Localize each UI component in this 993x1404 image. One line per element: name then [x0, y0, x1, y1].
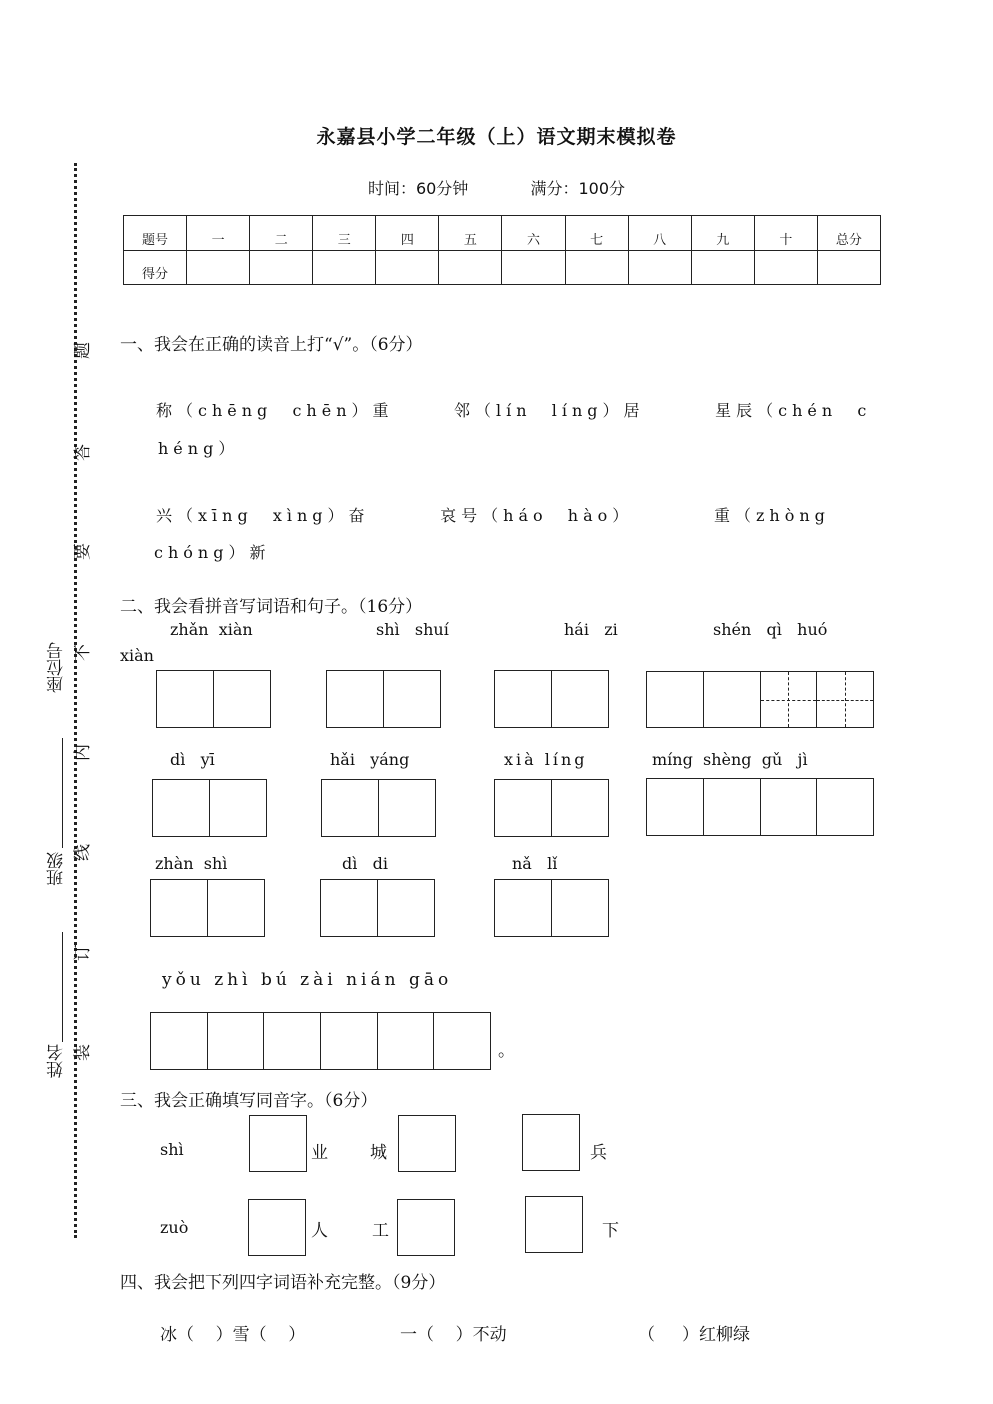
q1-line1: 称（chēng chēn）重 邻（lín líng）居 星辰（chén c	[156, 401, 872, 420]
q3-pinyin: zuò	[160, 1218, 189, 1237]
score-cell: 题号	[124, 216, 187, 251]
q2-pinyin: shén qì huó	[713, 620, 828, 639]
score-input[interactable]	[754, 250, 817, 285]
answer-grid[interactable]	[494, 879, 609, 937]
score-cell: 五	[439, 216, 502, 251]
score-table	[123, 215, 881, 285]
q2-pinyin: xià líng	[504, 750, 588, 769]
q2-pinyin: hǎi yáng	[330, 750, 410, 769]
sentence-period: 。	[498, 1041, 515, 1061]
q1-line2-wrap: chóng）新	[154, 543, 271, 562]
score-cell: 三	[313, 216, 376, 251]
q1-line2: 兴（xīng xìng）奋 哀号（háo hào） 重（zhòng	[156, 506, 830, 525]
score-input[interactable]	[691, 250, 754, 285]
answer-grid[interactable]	[150, 879, 265, 937]
q3-pinyin: shì	[160, 1140, 184, 1159]
margin-char: 要	[73, 543, 93, 560]
answer-grid[interactable]	[494, 670, 609, 728]
q3-heading: 三、我会正确填写同音字。（6分）	[120, 1091, 378, 1111]
score-input[interactable]	[376, 250, 439, 285]
q4-item: 冰（ ）雪（ ）	[160, 1325, 306, 1345]
score-cell: 一	[187, 216, 250, 251]
q1-heading: 一、我会在正确的读音上打“√”。（6分）	[120, 335, 423, 355]
q3-char: 业	[311, 1143, 328, 1163]
score-input[interactable]	[250, 250, 313, 285]
score-cell: 八	[628, 216, 691, 251]
margin-char: 题	[73, 342, 93, 359]
q2-sentence-pinyin: yǒu zhì bú zài nián gāo	[162, 970, 453, 990]
score-cell: 四	[376, 216, 439, 251]
answer-grid[interactable]	[326, 670, 441, 728]
q2-pinyin: hái zi	[564, 620, 618, 639]
class-label: 班级	[47, 852, 67, 886]
answer-grid[interactable]	[321, 779, 436, 837]
margin-char: 订	[73, 944, 93, 961]
q2-pinyin: zhàn shì	[155, 854, 228, 873]
answer-grid[interactable]	[320, 879, 435, 937]
exam-info	[0, 176, 993, 199]
answer-grid[interactable]	[494, 779, 609, 837]
margin-char: 装	[73, 1044, 93, 1061]
q2-pinyin: dì yī	[170, 750, 215, 769]
homophone-box[interactable]	[525, 1196, 583, 1253]
q2-pinyin: míng shèng gǔ jì	[652, 750, 808, 769]
score-table-header-row	[124, 216, 881, 251]
q4-item: （ ）红柳绿	[638, 1325, 751, 1345]
sentence-answer-grid[interactable]	[150, 1012, 491, 1070]
score-input[interactable]	[439, 250, 502, 285]
q3-char: 工	[372, 1221, 389, 1241]
answer-grid[interactable]	[156, 670, 271, 728]
homophone-box[interactable]	[248, 1199, 306, 1256]
answer-grid[interactable]	[152, 779, 267, 837]
answer-grid[interactable]	[646, 778, 874, 836]
page-title: 永嘉县小学二年级（上）语文期末模拟卷	[316, 126, 677, 148]
margin-char: 内	[73, 744, 93, 761]
homophone-box[interactable]	[397, 1199, 455, 1256]
exam-time: 时间：60分钟	[367, 179, 469, 198]
q3-char: 城	[370, 1143, 387, 1163]
answer-grid[interactable]	[646, 671, 874, 728]
score-table-score-row	[124, 250, 881, 285]
homophone-box[interactable]	[249, 1115, 307, 1172]
margin-char: 不	[73, 644, 93, 661]
homophone-box[interactable]	[398, 1115, 456, 1172]
q3-char: 兵	[590, 1143, 607, 1163]
q2-pinyin: shì shuí	[376, 620, 449, 639]
seat-number-label: 座位号	[47, 642, 67, 693]
q3-char: 人	[311, 1221, 328, 1241]
name-blank[interactable]	[62, 932, 63, 1042]
binding-dotted-line	[74, 163, 77, 1238]
margin-char: 线	[73, 844, 93, 861]
score-cell: 七	[565, 216, 628, 251]
score-label: 得分	[124, 250, 187, 285]
q2-pinyin: zhǎn xiàn	[170, 620, 253, 639]
homophone-box[interactable]	[522, 1114, 580, 1171]
score-input[interactable]	[313, 250, 376, 285]
score-cell: 二	[250, 216, 313, 251]
score-input[interactable]	[565, 250, 628, 285]
q2-pinyin: dì di	[342, 854, 388, 873]
score-cell: 九	[691, 216, 754, 251]
score-input[interactable]	[187, 250, 250, 285]
exam-full-score: 满分：100分	[530, 179, 626, 198]
score-cell: 十	[754, 216, 817, 251]
q3-char: 下	[602, 1221, 619, 1241]
q2-heading: 二、我会看拼音写词语和句子。（16分）	[120, 597, 423, 617]
margin-char: 答	[73, 444, 93, 461]
q2-pinyin: nǎ lǐ	[512, 854, 558, 873]
q1-line1-wrap: héng）	[158, 439, 240, 458]
score-input[interactable]	[817, 250, 880, 285]
class-blank[interactable]	[62, 738, 63, 848]
score-cell: 六	[502, 216, 565, 251]
q4-item: 一（ ）不动	[400, 1325, 507, 1345]
score-input[interactable]	[628, 250, 691, 285]
q2-pinyin-wrap: xiàn	[120, 646, 154, 665]
q4-heading: 四、我会把下列四字词语补充完整。（9分）	[120, 1273, 446, 1293]
name-label: 姓名	[47, 1044, 67, 1078]
score-input[interactable]	[502, 250, 565, 285]
score-cell: 总分	[817, 216, 880, 251]
